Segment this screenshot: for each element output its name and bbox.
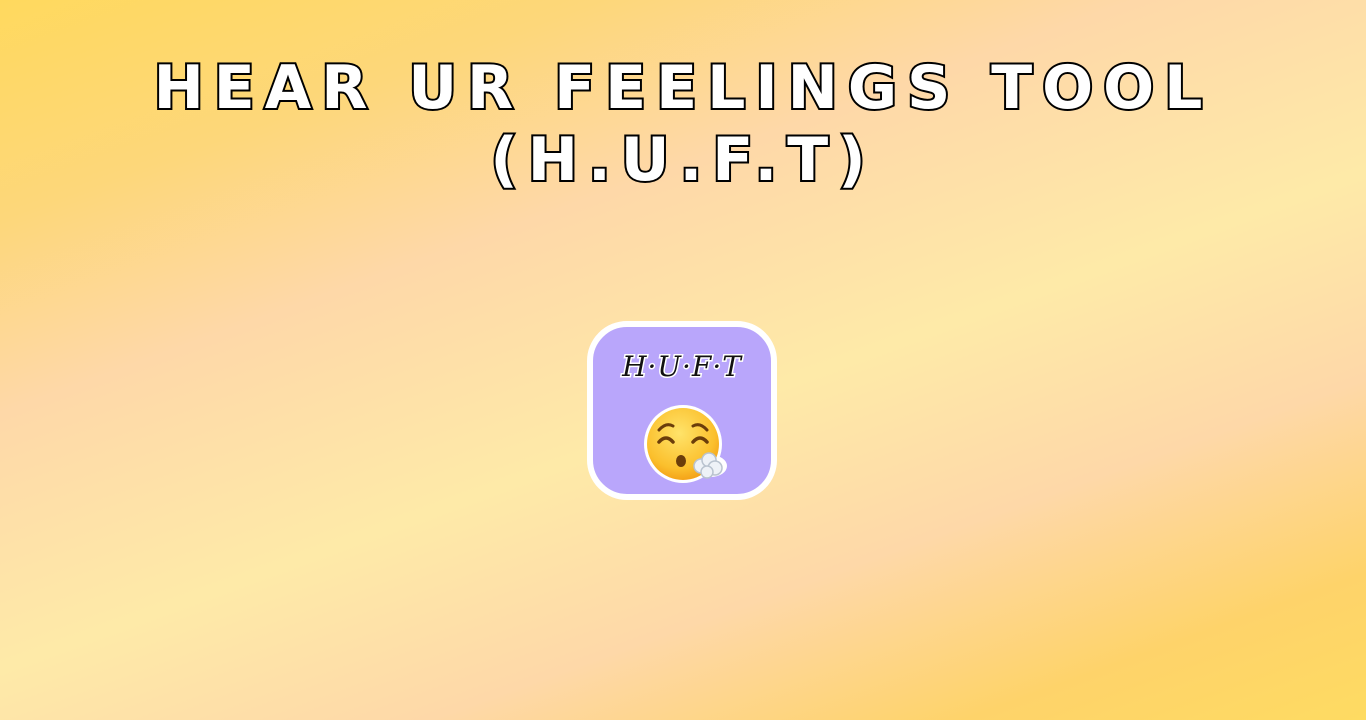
- app-icon-label: H·U·F·T: [622, 350, 742, 383]
- page-title-line-2: (H.U.F.T): [490, 125, 876, 195]
- page-title: [0, 52, 1366, 196]
- huft-app-icon-button[interactable]: [587, 321, 777, 500]
- page-title-line-1: HEAR UR FEELINGS TOOL: [153, 53, 1213, 123]
- face-exhaling-icon: [641, 404, 731, 484]
